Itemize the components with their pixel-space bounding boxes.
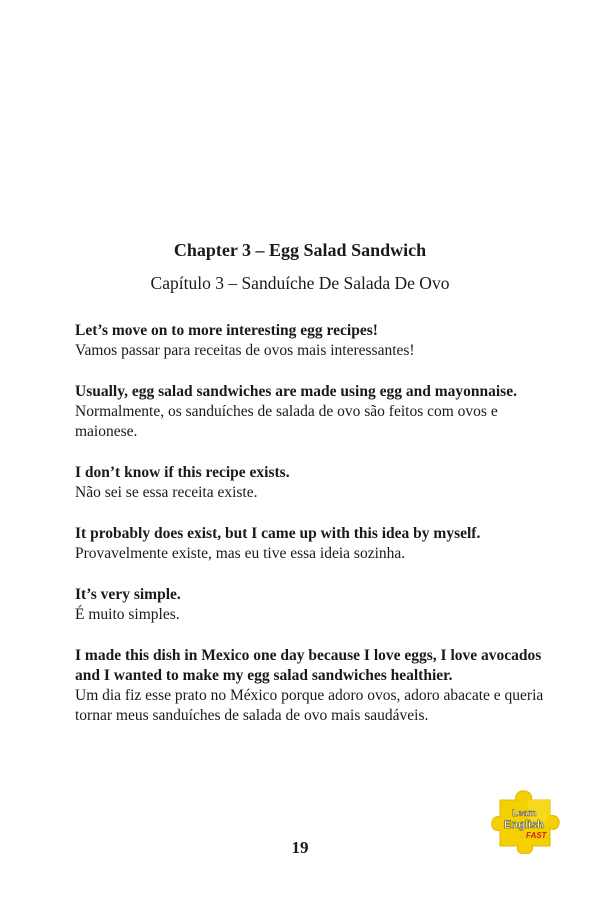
portuguese-translation: É muito simples. (75, 606, 180, 623)
english-sentence: Let’s move on to more interesting egg recipes! (75, 322, 378, 339)
sentence-pair-3 (75, 463, 545, 503)
bilingual-text (75, 321, 545, 747)
sentence-pair-6 (75, 646, 545, 726)
sentence-pair-4 (75, 524, 545, 564)
english-sentence: It probably does exist, but I came up with this idea by myself. (75, 525, 481, 542)
portuguese-translation: Normalmente, os sanduíches de salada de ovo são feitos com ovos e maionese. (75, 403, 498, 440)
logo-text-learn: Learn (512, 808, 537, 818)
english-sentence: I made this dish in Mexico one day because I love eggs, I love avocados and I wanted to make my egg salad sandwiches healthier. (75, 647, 542, 684)
logo-text-fast: FAST (526, 831, 547, 840)
page-number: 19 (291, 838, 309, 857)
sentence-pair-2 (75, 382, 545, 442)
portuguese-translation: Provavelmente existe, mas eu tive essa ideia sozinha. (75, 545, 406, 562)
portuguese-translation: Um dia fiz esse prato no México porque adoro ovos, adoro abacate e queria tornar meus sanduíches de salada de ovo mais saudáveis. (75, 687, 544, 724)
logo-text-english: English (504, 819, 544, 831)
english-sentence: It’s very simple. (75, 586, 181, 603)
learn-english-fast-logo (490, 786, 562, 854)
portuguese-translation: Não sei se essa receita existe. (75, 484, 258, 501)
sentence-pair-1 (75, 321, 545, 361)
english-sentence: Usually, egg salad sandwiches are made using egg and mayonnaise. (75, 383, 517, 400)
chapter-title: Chapter 3 – Egg Salad Sandwich (173, 240, 427, 260)
sentence-pair-5 (75, 585, 545, 625)
portuguese-translation: Vamos passar para receitas de ovos mais interessantes! (75, 342, 415, 359)
english-sentence: I don’t know if this recipe exists. (75, 464, 290, 481)
chapter-subtitle: Capítulo 3 – Sanduíche De Salada De Ovo (150, 273, 450, 293)
